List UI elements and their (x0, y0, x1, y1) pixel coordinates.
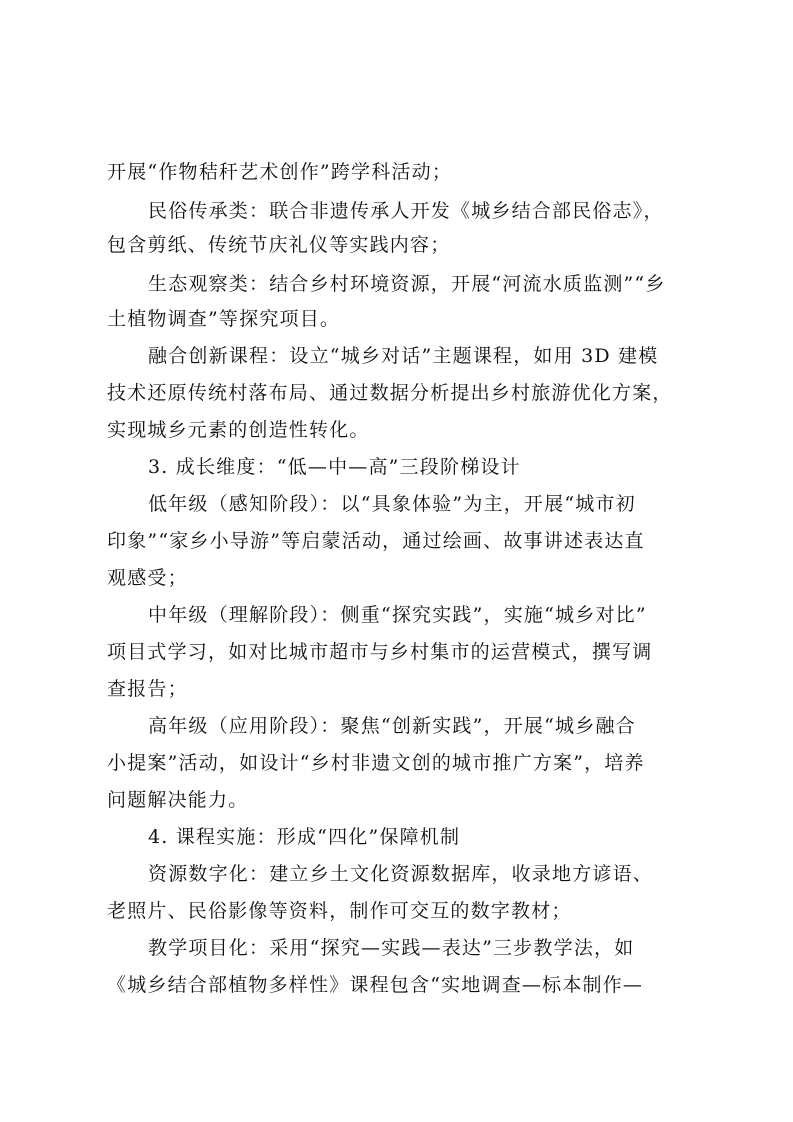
paragraph-line: 印象”“家乡小导游”等启蒙活动，通过绘画、故事讲述表达直 (107, 530, 645, 552)
paragraph-line: 实现城乡元素的创造性转化。 (107, 419, 370, 441)
paragraph-line: 低年级（感知阶段）：以“具象体验”为主，开展“城市初 (148, 493, 636, 515)
paragraph-line: 项目式学习，如对比城市超市与乡村集市的运营模式，撰写调 (107, 641, 653, 663)
paragraph-line: 教学项目化：采用“探究—实践—表达”三步教学法，如 (148, 937, 635, 959)
paragraph-line: 小提案”活动，如设计“乡村非遗文创的城市推广方案”，培养 (107, 752, 645, 774)
section-heading: 3. 成长维度：“低—中—高”三段阶梯设计 (148, 456, 521, 478)
paragraph-line: 生态观察类：结合乡村环境资源，开展“河流水质监测”“乡 (148, 273, 666, 295)
paragraph-line: 老照片、民俗影像等资料，制作可交互的数字教材； (107, 900, 572, 922)
section-heading: 4. 课程实施：形成“四化”保障机制 (148, 826, 461, 848)
paragraph-line: 问题解决能力。 (107, 789, 249, 811)
paragraph-line: 开展“作物秸秆艺术创作”跨学科活动； (107, 161, 453, 183)
paragraph-line: 技术还原传统村落布局、通过数据分析提出乡村旅游优化方案， (107, 382, 673, 404)
paragraph-line: 观感受； (107, 567, 188, 589)
paragraph-line: 土植物调查”等探究项目。 (107, 308, 341, 330)
paragraph-line: 包含剪纸、传统节庆礼仪等实践内容； (107, 234, 451, 256)
paragraph-line: 中年级（理解阶段）：侧重“探究实践”，实施“城乡对比” (148, 604, 647, 626)
paragraph-line: 《城乡结合部植物多样性》课程包含“实地调查—标本制作— (107, 974, 644, 996)
paragraph-line: 民俗传承类：联合非遗传承人开发《城乡结合部民俗志》， (148, 200, 664, 222)
paragraph-line: 高年级（应用阶段）：聚焦“创新实践”，开展“城乡融合 (148, 715, 636, 737)
paragraph-line: 融合创新课程：设立“城乡对话”主题课程，如用 3D 建模 (148, 345, 659, 367)
paragraph-line: 查报告； (107, 678, 188, 700)
paragraph-line: 资源数字化：建立乡土文化资源数据库，收录地方谚语、 (148, 863, 654, 885)
